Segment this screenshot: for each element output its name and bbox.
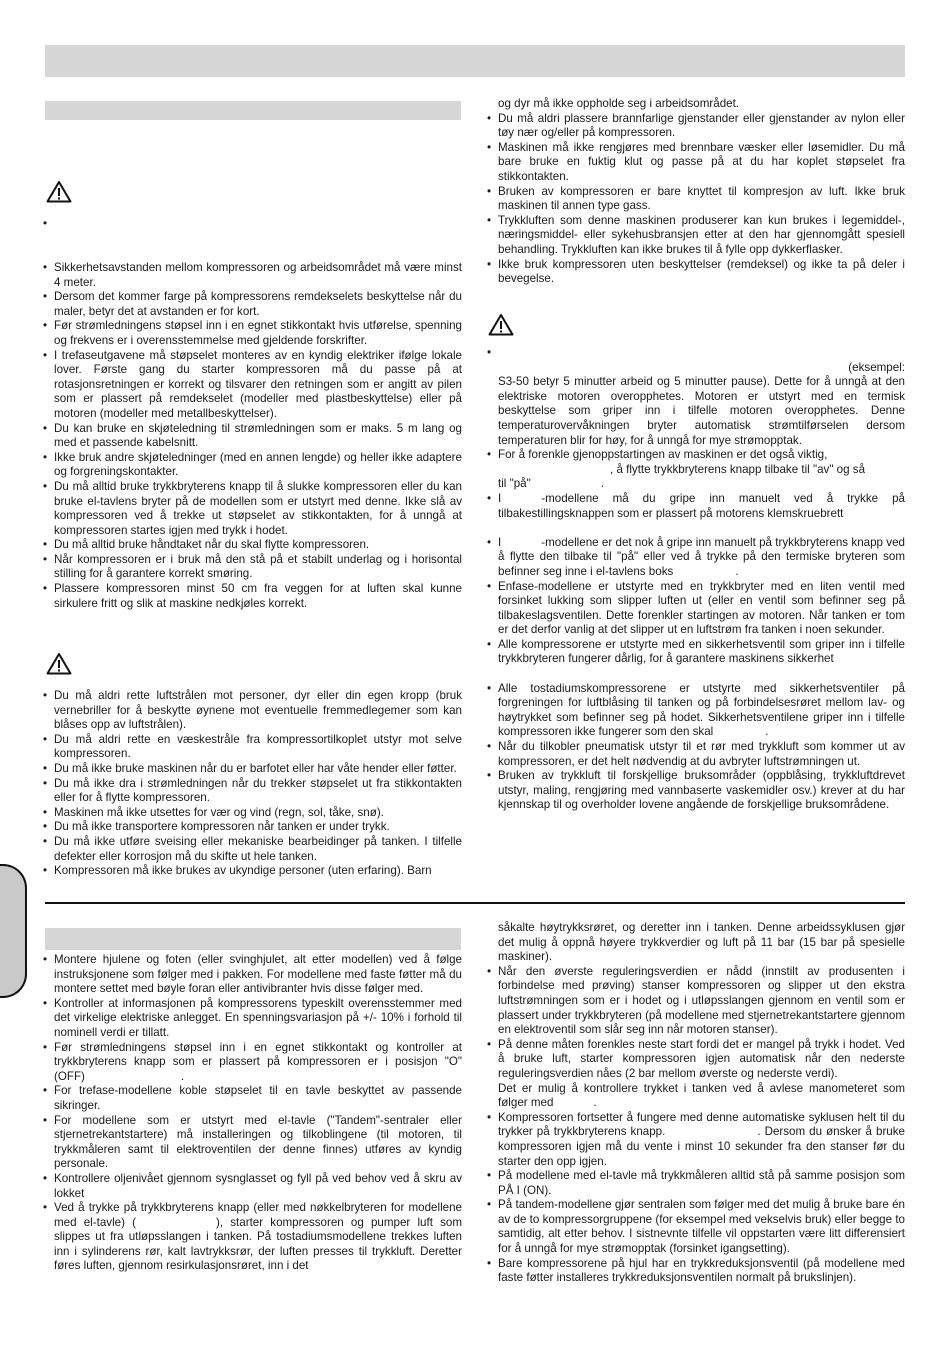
list-item: • Du må aldri rette en væskestråle fra kompressortilkoplet utstyr mot selve kompressoren. (43, 733, 462, 762)
list-item: • Montere hjulene og foten (eller svinghjulet, alt etter modellen) ved å følge instruksjonene som følger med i pakken. For modellene med faste føtter må du montere settet med bøyle foran eller antivibranter hvis disse følger med. (43, 953, 462, 997)
list-item: • På modellene med el-tavle må trykkmåleren alltid stå på samme posisjon som PÅ I (ON). (487, 1169, 905, 1198)
list-item (487, 346, 905, 448)
list-item: • Du må alltid bruke trykkbryterens knapp til å slukke kompressoren eller du kan bruke el-tavlens bryter på de modellen som er utstyrt med denne. Ikke slå av kompressoren ved å trekke ut støpselet av stikkontakten, for å unngå at kompressoren startes igjen med trykk i hodet. (43, 480, 462, 538)
thermal-list (487, 536, 905, 667)
list-item: • Du kan bruke en skjøteledning til strømledningen som er maks. 5 m lang og med et passende kabelsnitt. (43, 422, 462, 451)
list-item: • Ved å trykke på trykkbryterens knapp (eller med nøkkelbryteren for modellene med el-tavle) ( ), starter kompressoren og pumper luft som slippes ut fra utløpsslangen i tanken. På tostadiumsmodellene trekkes luften inn i sylinderens rør, kalt lavtrykksrør, der luften presses til trykkluft. Deretter føres luften, gjennom resirkulasjonsrøret, inn i det (43, 1201, 462, 1274)
list-item: • I -modellene er det nok å gripe inn manuelt på trykkbryterens knapp ved å flytte den tilbake til "på" eller ved å trykke på den termiske bryteren som befinner seg inne i el-tavlens boks . (487, 536, 905, 580)
list-item: • På denne måten forenkles neste start fordi det er mangel på trykk i hodet. Ved å bruke luft, starter kompressoren igjen automatisk når den nederste reguleringsverdien nåes (2 bar mellom øverste og nederste verdi). Det er mulig å kontrollere trykket i tanken ved å avlese manometeret som følger med . (487, 1038, 905, 1111)
list-item: • Trykkluften som denne maskinen produserer kan kun brukes i legemiddel-, næringsmiddel- eller sykehusbransjen etter at den har gjennomgått spesiell behandling. Trykkluften kan ikke brukes til å fylle opp dykkerflasker. (487, 214, 905, 258)
list-item: • Maskinen må ikke rengjøres med brennbare væsker eller løsemidler. Du må bare bruke en fuktig klut og passe på at du har koplet støpselet fra stikkontakten. (487, 141, 905, 185)
list-item: • Maskinen må ikke utsettes for vær og vind (regn, sol, tåke, snø). (43, 806, 462, 821)
list-item: • I trefaseutgavene må støpselet monteres av en kyndig elektriker ifølge lokale lover. Første gang du starter kompressoren må du passe på at rotasjonsretningen er korrekt og tilsvarer den retningen som er angitt av pilen som er plassert på remdekselet (modeller med plastbeskyttelse) eller på motoren (modeller med metallbeskyttelser). (43, 349, 462, 422)
list-item: • Enfase-modellene er utstyrte med en trykkbryter med en liten ventil med forsinket lukking som slipper luften ut (eller en ventil som befinner seg på tilbakeslagsventilen. Dette forenkler startingen av motoren. Når tanken er tom er det derfor vanlig at det slipper ut en luftstrøm fra tanken i noen sekunder. (487, 580, 905, 638)
list-item: • Du må alltid bruke håndtaket når du skal flytte kompressoren. (43, 538, 462, 553)
language-side-tab (0, 864, 27, 998)
right-top-column (487, 97, 905, 287)
list-item: • Før strømledningens støpsel inn i en egnet stikkontakt og kontroller at trykkbryterens knapp som er plassert på kompressoren er i posisjon "O" (OFF) . (43, 1041, 462, 1085)
list-item: • Ikke bruk kompressoren uten beskyttelser (remdeksel) og ikke ta på deler i bevegelse. (487, 258, 905, 287)
list-item: • Når du tilkobler pneumatisk utstyr til et rør med trykkluft som kommer ut av kompressoren, er det helt nødvendig at du avbryter luftstrømningen ut. (487, 740, 905, 769)
warning-triangle-icon (46, 180, 72, 203)
duty-cycle-list (487, 346, 905, 521)
list-item: • Du må ikke dra i strømledningen når du trekker støpselet ut fra stikkontakten eller for å flytte kompressoren. (43, 777, 462, 806)
page-header-bar (45, 45, 905, 77)
list-item: • For modellene som er utstyrt med el-tavle ("Tandem"-sentraler eller stjernetrekantstartere) må installeringen og tilkoblingene (til motoren, til trykkmåleren samt til elektroventilen der denne finnes) utføres av kyndig personale. (43, 1114, 462, 1172)
right-bottom-column (487, 921, 905, 1286)
list-item: • Bruken av trykkluft til forskjellige bruksområder (oppblåsing, trykkluftdrevet utstyr, maling, rengjøring med vannbaserte vaskemidler osv.) krever at du har kjennskap til og overholder lovene angående de forskjellige bruksområdene. (487, 769, 905, 813)
list-item: • Du må ikke bruke maskinen når du er barfotet eller har våte hender eller føtter. (43, 762, 462, 777)
list-item: • For trefase-modellene koble støpselet til en tavle beskyttet av passende sikringer. (43, 1084, 462, 1113)
list-item: • Du må aldri plassere brannfarlige gjenstander eller gjenstander av nylon eller tøy nær og/eller på kompressoren. (487, 112, 905, 141)
list-item: • Plassere kompressoren minst 50 cm fra veggen for at luften skal kunne sirkulere fritt og slik at maskine nedkjøles korrekt. (43, 582, 462, 611)
valve-list (487, 682, 905, 813)
continuation-text: og dyr må ikke oppholde seg i arbeidsområdet. (498, 97, 740, 110)
continuation-text: såkalte høytrykksrøret, og deretter inn i tanken. Denne arbeidssyklusen gjør det mulig å oppnå høyere trykkverdier og luft på 11 bar (15 bar på spesielle maskiner). (498, 921, 905, 964)
list-item: • Når den øverste reguleringsverdien er nådd (innstilt av produsenten i forbindelse med prøving) stanser kompressoren og slipper ut den ekstra luftstrømningen som er i hodet og i utløpsslangen gjennom en ventil som er plassert under trykkbryteren (på modellene med stjernetrekantstartere gjennom en elektroventil som slår seg inn når motoren stanser). (487, 965, 905, 1038)
list-item: • Bruken av kompressoren er bare knyttet til kompresjon av luft. Ikke bruk maskinen til annen type gass. (487, 185, 905, 214)
installation-list (43, 953, 462, 1274)
list-item: • Alle tostadiumskompressorene er utstyrte med sikkerhetsventiler på forgreningen for luftblåsing til tanken og på forbindelsesrøret mellom lav- og høytrykket som befinner seg på hodet. Sikkerhetsventilene griper inn i tilfelle kompressoren ikke fungerer som den skal . (487, 682, 905, 740)
list-item: • Når kompressoren er i bruk må den stå på et stabilt underlag og i horisontal stilling for å garantere korrekt smøring. (43, 553, 462, 582)
list-item: • Kontrollere oljenivået gjennom sysnglasset og fyll på ved behov ved å skru av lokket (43, 1172, 462, 1201)
list-item: • Alle kompressorene er utstyrte med en sikkerhetsventil som griper inn i tilfelle trykkbryteren fungerer dårlig, for å garantere maskinens sikkerhet (487, 638, 905, 667)
list-item: • Kompressoren fortsetter å fungere med denne automatiske syklusen helt til du trykker på trykkbryterens knapp. . Dersom du ønsker å bruke kompressoren igjen må du vente i minst 10 sekunder fra den stanser før du starter den opp igjen. (487, 1111, 905, 1169)
setup-safety-list (43, 261, 462, 611)
operation-list (487, 965, 905, 1286)
list-item: • I -modellene må du gripe inn manuelt ved å trykke på tilbakestillingsknappen som er plassert på motorens klemskruebrett (487, 492, 905, 521)
list-item: • Bare kompressorene på hjul har en trykkreduksjonsventil (på modellene med faste føtter installeres trykkreduksjonsventilen normalt på brukslinjen). (487, 1257, 905, 1286)
section-divider (45, 902, 905, 904)
list-item: • Kontroller at informasjonen på kompressorens typeskilt overensstemmer med det virkelige elektriske anlegget. En spenningsvariasjon på +/- 10% i forhold til nominell verdi er tillatt. (43, 997, 462, 1041)
list-item: • Du må aldri rette luftstrålen mot personer, dyr eller din egen kropp (bruk vernebriller for å beskytte øynene mot eventuelle fremmedlegemer som kan blåses opp av luftstrålen). (43, 689, 462, 733)
warning-triangle-icon (46, 652, 72, 675)
list-item: • Sikkerhetsavstanden mellom kompressoren og arbeidsområdet må være minst 4 meter. (43, 261, 462, 290)
right-top-column-warnings (487, 346, 905, 813)
list-item: • Ikke bruk andre skjøteledninger (med en annen lengde) og heller ikke adaptere og forgreningskontakter. (43, 451, 462, 480)
safety-list (487, 112, 905, 287)
list-item: • Dersom det kommer farge på kompressorens remdekselets beskyttelse når du maler, betyr det at avstanden er for kort. (43, 290, 462, 319)
list-item: • Du må ikke transportere kompressoren når tanken er under trykk. (43, 820, 462, 835)
duty-example: • (eksempel: (848, 360, 905, 374)
duty-text: S3-50 betyr 5 minutter arbeid og 5 minutter pause). Dette for å unngå at den elektriske motoren overopphetes. Motoren er utstyrt med en termisk beskyttelse som griper inn i tilfelle motoren overopphetes. Denne temperaturovervåkningen bryter automatisk strømtilførselen dersom temperaturen blir for høy, for å unngå for mye strømopptak. (498, 375, 905, 447)
list-item: • Kompressoren må ikke brukes av ukyndige personer (uten erfaring). Barn (43, 864, 462, 879)
list-item: • For å forenkle gjenoppstartingen av maskinen er det også viktig, , å flytte trykkbryterens knapp tilbake til "av" og så til "på" . (487, 448, 905, 492)
list-item: • Du må ikke utføre sveising eller mekaniske bearbeidinger på tanken. I tilfelle defekter eller korrosjon må du skifte ut hele tanken. (43, 835, 462, 864)
usage-warning-list (43, 689, 462, 879)
section-heading-bar (45, 928, 461, 950)
warning-triangle-icon (488, 313, 514, 336)
list-item: • Før strømledningens støpsel inn i en egnet stikkontakt hvis utførelse, spenning og frekvens er i overensstemmelse med gjeldende forskrifter. (43, 319, 462, 348)
section-heading-bar (45, 101, 461, 120)
list-item: • På tandem-modellene gjør sentralen som følger med det mulig å bruke bare én av de to kompressorgruppene (for eksempel med vekselvis bruk) eller begge to samtidig, alt etter behov. I sistnevnte tilfelle vil oppstarten være litt differensiert for å unngå for mye strømopptak (forsinket igangsetting). (487, 1198, 905, 1256)
